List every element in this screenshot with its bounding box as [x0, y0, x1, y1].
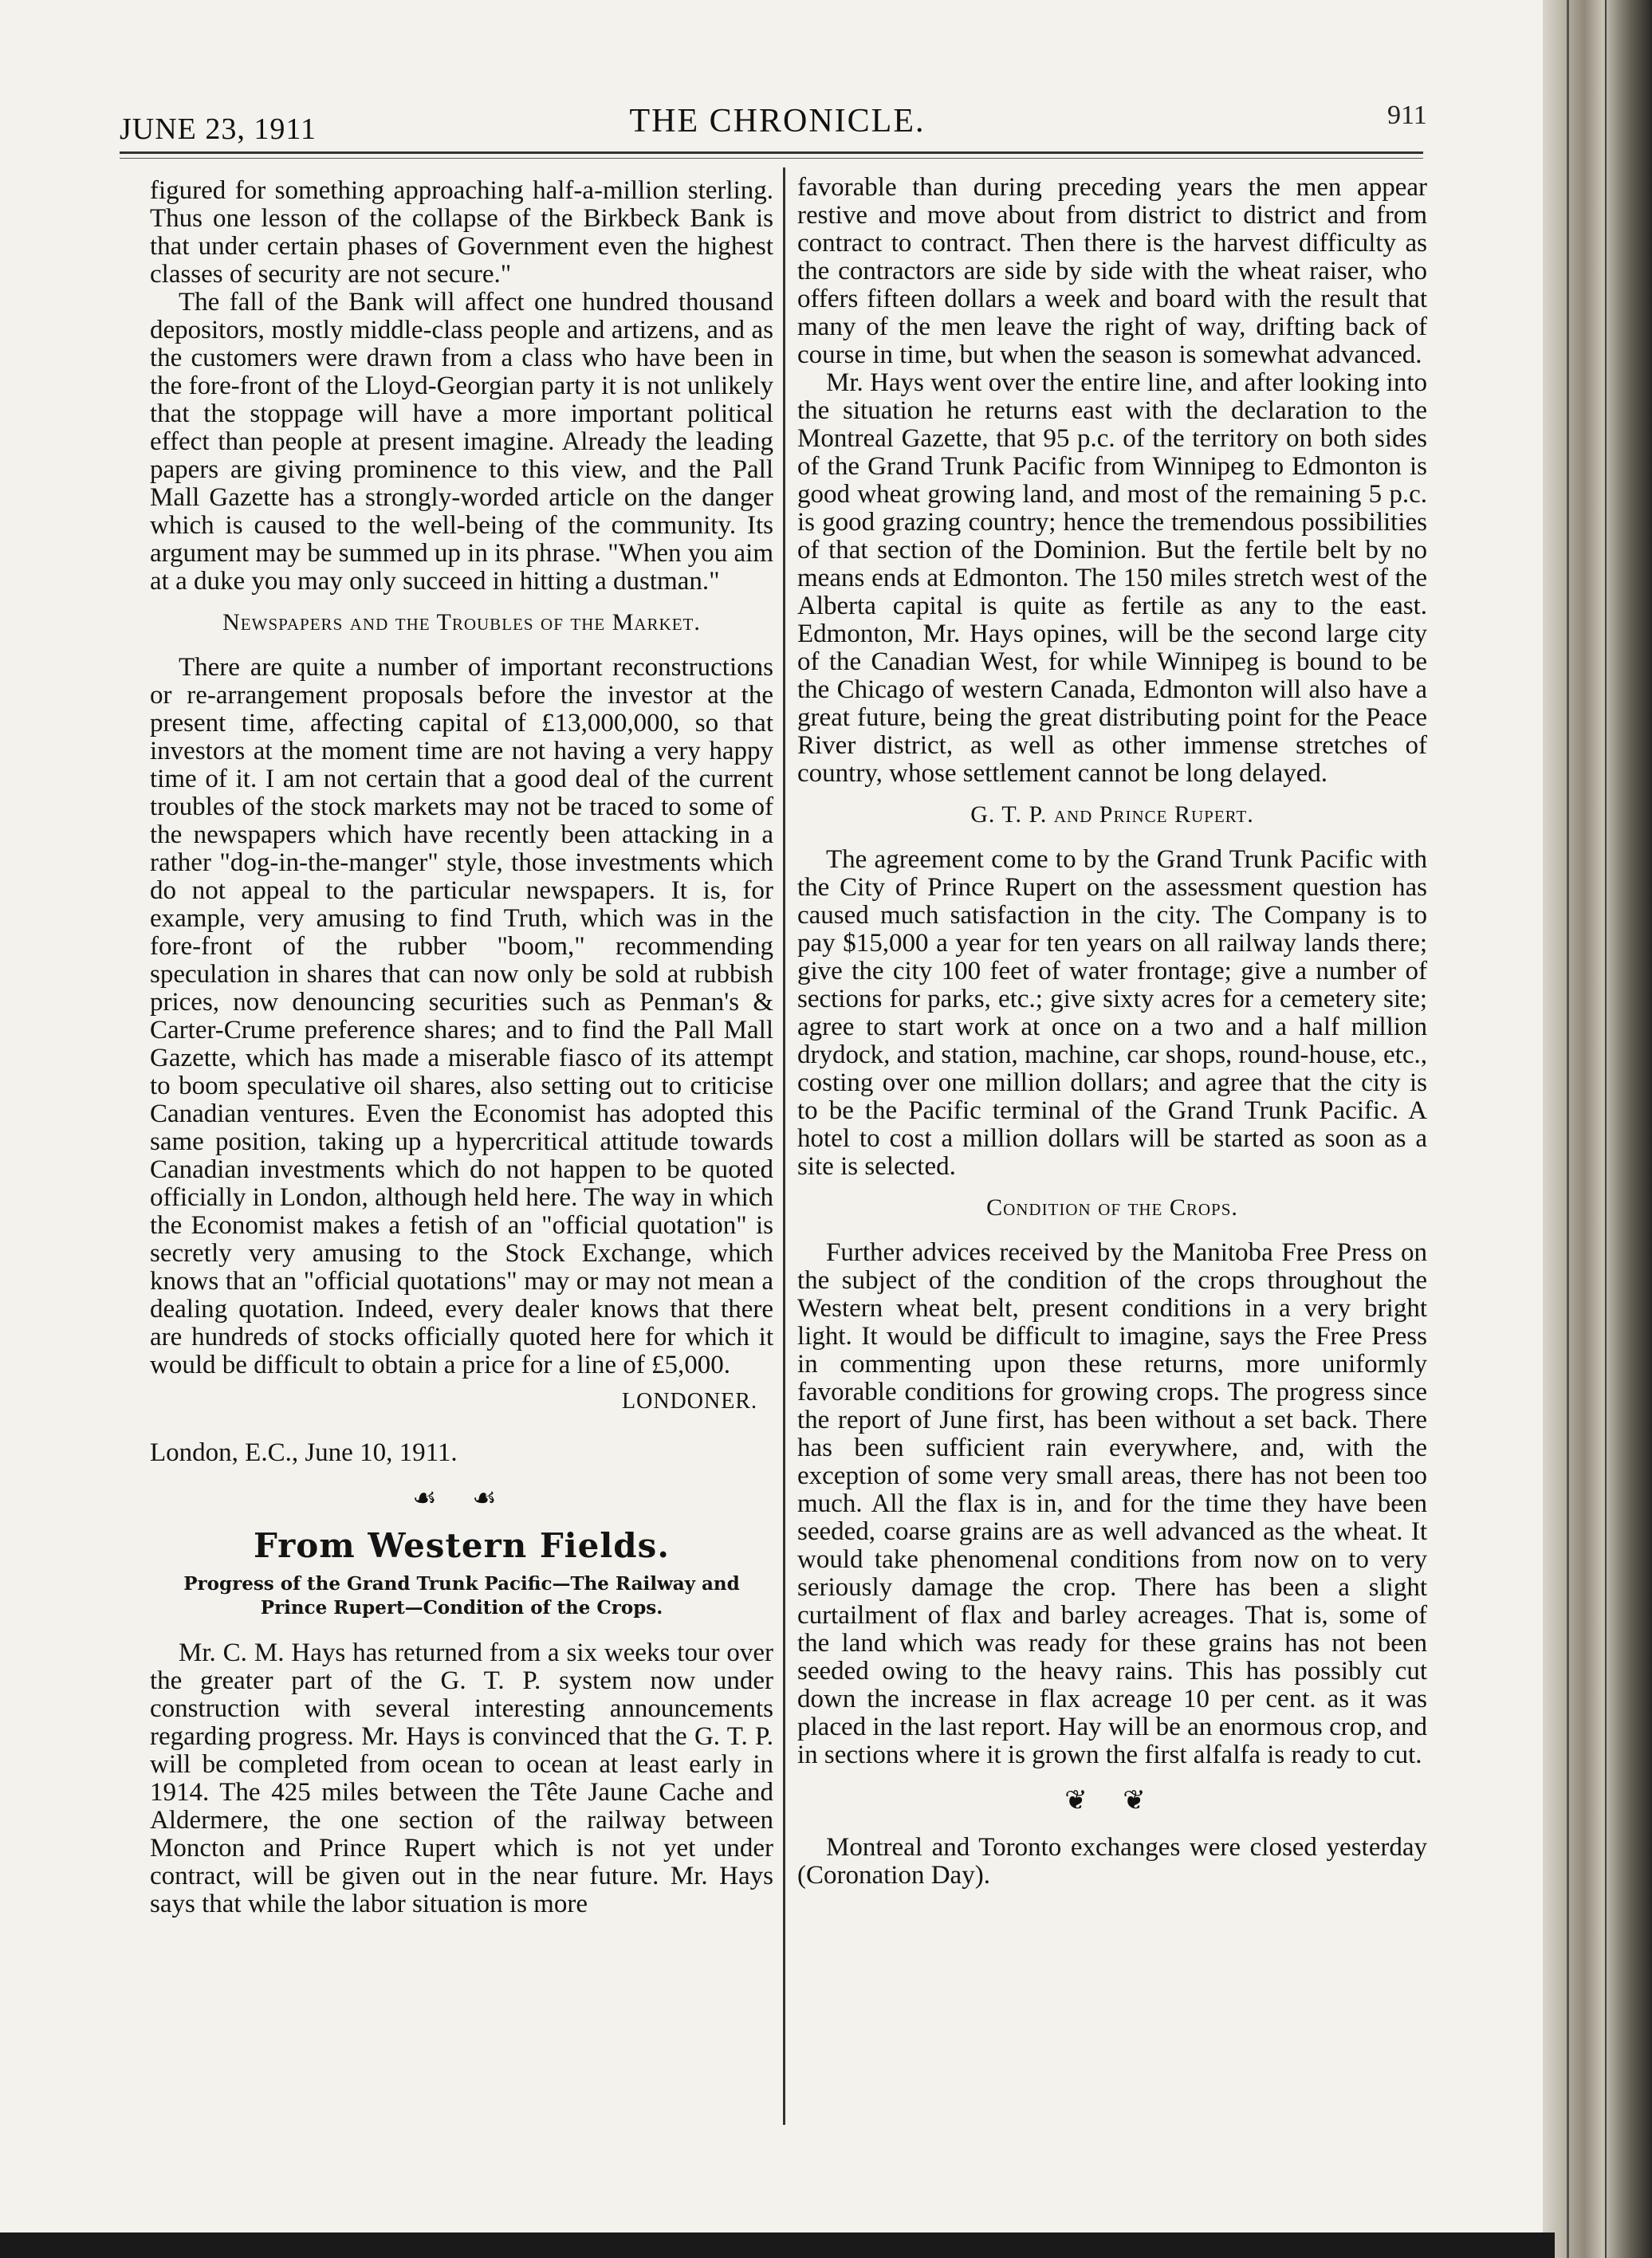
issue-date: JUNE 23, 1911 — [120, 112, 317, 146]
paragraph: figured for something approaching half-a-million sterling. Thus one lesson of the collapse of the Birkbeck Bank is that under certain phases of Government even the highest classes of security are not secure." — [150, 176, 773, 289]
paragraph: favorable than during preceding years the men appear restive and move about from district to district and from contract to contract. Then there is the harvest difficulty as the contractors are side by side with the wheat raiser, who offers fifteen dollars a week and board with the result that many of the men leave the right of way, drifting back of course in time, but when the season is somewhat advanced. — [797, 173, 1427, 369]
header-rule — [120, 151, 1423, 154]
paragraph: There are quite a number of important reconstructions or re-arrangement proposals before the investor at the present time, affecting capital of £13,000,000, so that investors at the moment time are not having a very happy time of it. I am not certain that a good deal of the current troubles of the stock markets may not be traced to some of the newspapers which have recently been attacking in a rather "dog-in-the-manger" style, those investments which do not appeal to the particular newspapers. It is, for example, very amusing to find Truth, which was in the fore-front of the rubber "boom," recommending speculation in shares that can now only be sold at rubbish prices, now denouncing securities such as Penman's & Carter-Crume preference shares; and to find the Pall Mall Gazette, which has made a miserable fiasco of its attempt to boom speculative oil shares, also setting out to criticise Canadian ventures. Even the Economist has adopted this same position, taking up a hypercritical attitude towards Canadian investments which do not happen to be quoted officially in London, although held here. The way in which the Economist makes a fetish of an "official quotation" is secretly very amusing to the Stock Exchange, which knows that an "official quotations" may or may not mean a dealing quotation. Indeed, every dealer knows that there are hundreds of stocks officially quoted here for which it would be difficult to obtain a price for a line of £5,000. — [150, 653, 773, 1379]
dateline: London, E.C., June 10, 1911. — [150, 1438, 458, 1467]
paragraph: Mr. C. M. Hays has returned from a six weeks tour over the greater part of the G. T. P. system now under construction with several interesting announcements regarding progress. Mr. Hays is convinced that the G. T. P. will be completed from ocean to ocean at least early in 1914. The 425 miles between the Tête Jaune Cache and Aldermere, the one section of the railway between Moncton and Prince Rupert which is not yet under contract, will be given out in the near future. Mr. Hays says that while the labor situation is more — [150, 1638, 773, 1918]
section-heading: G. T. P. and Prince Rupert. — [970, 801, 1254, 828]
paragraph: The fall of the Bank will affect one hundred thousand depositors, mostly middle-class people and artizens, and as the customers were drawn from a class who have been in the fore-front of the Lloyd-Georgian party it is not unlikely that the stoppage will have a more important political effect than people at present imagine. Already the leading papers are giving prominence to this view, and the Pall Mall Gazette has a strongly-worded article on the danger which is caused to the well-being of the community. Its argument may be summed up in its phrase. "When you aim at a duke you may only succeed in hitting a dustman." — [150, 288, 773, 596]
scan-border — [0, 2232, 1555, 2258]
ornament-icon: ☙ ☙ — [412, 1484, 511, 1513]
header-rule-thin — [120, 158, 1423, 159]
ornament-icon: ❦ ❦ — [1064, 1786, 1160, 1815]
article-title: From Western Fields. — [254, 1526, 670, 1565]
page-number: 911 — [1387, 100, 1427, 130]
section-heading: Newspapers and the Troubles of the Market. — [222, 609, 701, 635]
paragraph: The agreement come to by the Grand Trunk Pacific with the City of Prince Rupert on the assessment question has caused much satisfaction in the city. The Company is to pay $15,000 a year for ten years on all railway lands there; give the city 100 feet of water frontage; give a number of sections for parks, etc.; give sixty acres for a cemetery site; agree to start work at once on a two and a half million drydock, and station, machine, car shops, round-house, etc., costing over one million dollars; and agree that the city is to be the Pacific terminal of the Grand Trunk Pacific. A hotel to cost a million dollars will be started as soon as a site is selected. — [797, 845, 1427, 1181]
paragraph: Montreal and Toronto exchanges were closed yesterday (Coronation Day). — [797, 1833, 1427, 1890]
book-spine — [1543, 0, 1652, 2258]
paragraph: Further advices received by the Manitoba Free Press on the subject of the condition of the crops throughout the Western wheat belt, present conditions in a very bright light. It would be difficult to imagine, says the Free Press in commenting upon these returns, more uniformly favorable conditions for growing crops. The progress since the report of June first, has been without a set back. There has been sufficient rain everywhere, and, with the exception of some very small areas, there has not been too much. All the flax is in, and for the time they have been seeded, coarse grains are as well advanced as the wheat. It would take phenomenal conditions from now on to very seriously damage the crop. There has been a slight curtailment of flax and barley acreages. That is, some of the land which was ready for these grains has not been seeded owing to the heavy rains. This has possibly cut down the increase in flax acreage 10 per cent. as it was placed in the last report. Hay will be an enormous crop, and in sections where it is grown the first alfalfa is ready to cut. — [797, 1238, 1427, 1769]
page-edge — [1567, 0, 1569, 2258]
column-divider — [783, 167, 785, 2125]
left-column — [150, 177, 773, 1918]
signature: LONDONER. — [622, 1389, 757, 1414]
publication-title: THE CHRONICLE. — [629, 103, 926, 140]
page-edge — [1605, 0, 1607, 2258]
paragraph: Mr. Hays went over the entire line, and after looking into the situation he returns east with the declaration to the Montreal Gazette, that 95 p.c. of the territory on both sides of the Grand Trunk Pacific from Winnipeg to Edmonton is good wheat growing land, and most of the remaining 5 p.c. is good grazing country; hence the tremendous possibilities of that section of the Dominion. But the fertile belt by no means ends at Edmonton. The 150 miles stretch west of the Alberta capital is quite as fertile as any to the east. Edmonton, Mr. Hays opines, will be the second large city of the Canadian West, for while Winnipeg is bound to be the Chicago of western Canada, Edmonton will also have a great future, being the great distributing point for the Peace River district, as well as other immense stretches of country, whose settlement cannot be long delayed. — [797, 368, 1427, 788]
article-subtitle: Progress of the Grand Trunk Pacific—The Railway and Prince Rupert—Condition of the Crops. — [183, 1573, 740, 1619]
section-heading: Condition of the Crops. — [986, 1194, 1238, 1221]
right-column — [797, 174, 1427, 1890]
